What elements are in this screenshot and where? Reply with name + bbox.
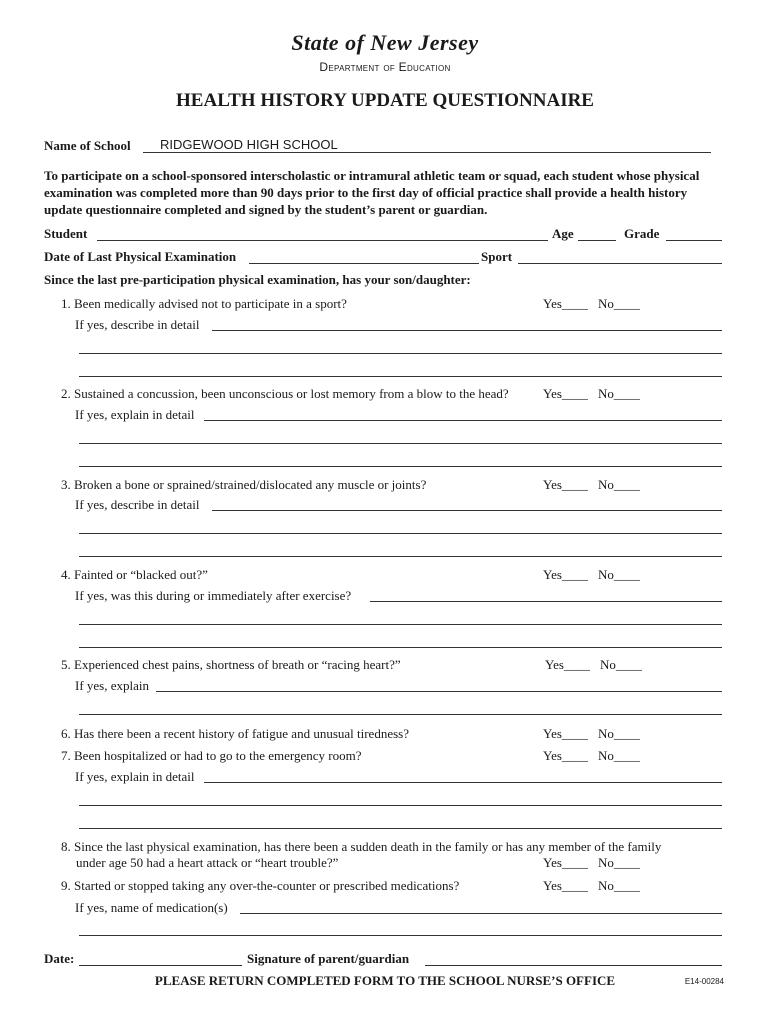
q9-answer-line[interactable] <box>79 935 722 936</box>
q3-answer-line[interactable] <box>79 556 722 557</box>
q4-answer-line[interactable] <box>79 624 722 625</box>
q1-yes[interactable]: Yes____ <box>543 296 588 311</box>
age-label: Age <box>552 226 574 241</box>
q3-yes[interactable]: Yes____ <box>543 477 588 492</box>
q3-followup: If yes, describe in detail <box>75 497 200 512</box>
q5-followup: If yes, explain <box>75 678 150 693</box>
q9-no[interactable]: No____ <box>598 878 640 893</box>
question-3: 3. Broken a bone or sprained/strained/dislocated any muscle or joints? <box>61 477 427 492</box>
q3-no[interactable]: No____ <box>598 477 640 492</box>
q4-answer-line[interactable] <box>370 601 722 602</box>
last-exam-field[interactable] <box>249 263 479 264</box>
date-label: Date: <box>44 951 75 966</box>
footer-instruction: PLEASE RETURN COMPLETED FORM TO THE SCHOOL NURSE’S OFFICE <box>154 973 616 988</box>
q4-answer-line[interactable] <box>79 647 722 648</box>
question-8: 8. Since the last physical examination, has there been a sudden death in the family or has any member of the family <box>61 839 662 854</box>
form-code: E14-00284 <box>684 977 724 986</box>
q5-answer-line[interactable] <box>79 714 722 715</box>
state-title: State of New Jersey <box>291 30 479 55</box>
sport-label: Sport <box>481 249 513 264</box>
q7-followup: If yes, explain in detail <box>75 769 195 784</box>
q1-followup: If yes, describe in detail <box>75 317 200 332</box>
q7-no[interactable]: No____ <box>598 748 640 763</box>
q7-answer-line[interactable] <box>79 828 722 829</box>
question-2: 2. Sustained a concussion, been unconscious or lost memory from a blow to the head? <box>61 386 509 401</box>
q2-answer-line[interactable] <box>79 466 722 467</box>
q7-answer-line[interactable] <box>79 805 722 806</box>
signature-label: Signature of parent/guardian <box>247 951 410 966</box>
q9-answer-line[interactable] <box>240 913 722 914</box>
since-prompt: Since the last pre-participation physical examination, has your son/daughter: <box>44 272 471 287</box>
question-8-cont: under age 50 had a heart attack or “heart trouble?” <box>76 855 339 870</box>
age-field[interactable] <box>578 240 616 241</box>
q1-answer-line[interactable] <box>212 330 722 331</box>
q9-followup: If yes, name of medication(s) <box>75 900 228 915</box>
question-5: 5. Experienced chest pains, shortness of breath or “racing heart?” <box>61 657 401 672</box>
q4-no[interactable]: No____ <box>598 567 640 582</box>
q6-yes[interactable]: Yes____ <box>543 726 588 741</box>
question-4: 4. Fainted or “blacked out?” <box>61 567 208 582</box>
question-9: 9. Started or stopped taking any over-the-counter or prescribed medications? <box>61 878 460 893</box>
school-field-line[interactable] <box>143 152 711 153</box>
date-field[interactable] <box>79 965 242 966</box>
school-field-value[interactable]: RIDGEWOOD HIGH SCHOOL <box>160 137 338 152</box>
question-1: 1. Been medically advised not to participate in a sport? <box>61 296 347 311</box>
q2-answer-line[interactable] <box>79 443 722 444</box>
question-6: 6. Has there been a recent history of fatigue and unusual tiredness? <box>61 726 409 741</box>
q7-yes[interactable]: Yes____ <box>543 748 588 763</box>
q3-answer-line[interactable] <box>79 533 722 534</box>
q8-no[interactable]: No____ <box>598 855 640 870</box>
question-7: 7. Been hospitalized or had to go to the emergency room? <box>61 748 362 763</box>
q1-answer-line[interactable] <box>79 353 722 354</box>
school-label: Name of School <box>44 138 131 153</box>
department-name: Department of Education <box>319 60 451 74</box>
q2-yes[interactable]: Yes____ <box>543 386 588 401</box>
q5-no[interactable]: No____ <box>600 657 642 672</box>
q6-no[interactable]: No____ <box>598 726 640 741</box>
q4-yes[interactable]: Yes____ <box>543 567 588 582</box>
form-title: HEALTH HISTORY UPDATE QUESTIONNAIRE <box>176 90 594 111</box>
intro-paragraph: To participate on a school-sponsored interscholastic or intramural athletic team or squad, each student whose physical examination was completed more than 90 days prior to the first day of official practice shall provide a health history update questionnaire completed and signed by the student’s parent or guardian. <box>44 168 700 217</box>
q5-answer-line[interactable] <box>156 691 722 692</box>
signature-field[interactable] <box>425 965 722 966</box>
q8-yes[interactable]: Yes____ <box>543 855 588 870</box>
q9-yes[interactable]: Yes____ <box>543 878 588 893</box>
last-exam-label: Date of Last Physical Examination <box>44 249 237 264</box>
q2-followup: If yes, explain in detail <box>75 407 195 422</box>
q7-answer-line[interactable] <box>204 782 722 783</box>
q1-answer-line[interactable] <box>79 376 722 377</box>
student-label: Student <box>44 226 88 241</box>
q5-yes[interactable]: Yes____ <box>545 657 590 672</box>
sport-field[interactable] <box>518 263 722 264</box>
grade-label: Grade <box>624 226 660 241</box>
q1-no[interactable]: No____ <box>598 296 640 311</box>
student-field[interactable] <box>97 240 548 241</box>
q3-answer-line[interactable] <box>212 510 722 511</box>
q2-no[interactable]: No____ <box>598 386 640 401</box>
grade-field[interactable] <box>666 240 722 241</box>
q4-followup: If yes, was this during or immediately after exercise? <box>75 588 352 603</box>
q2-answer-line[interactable] <box>204 420 722 421</box>
